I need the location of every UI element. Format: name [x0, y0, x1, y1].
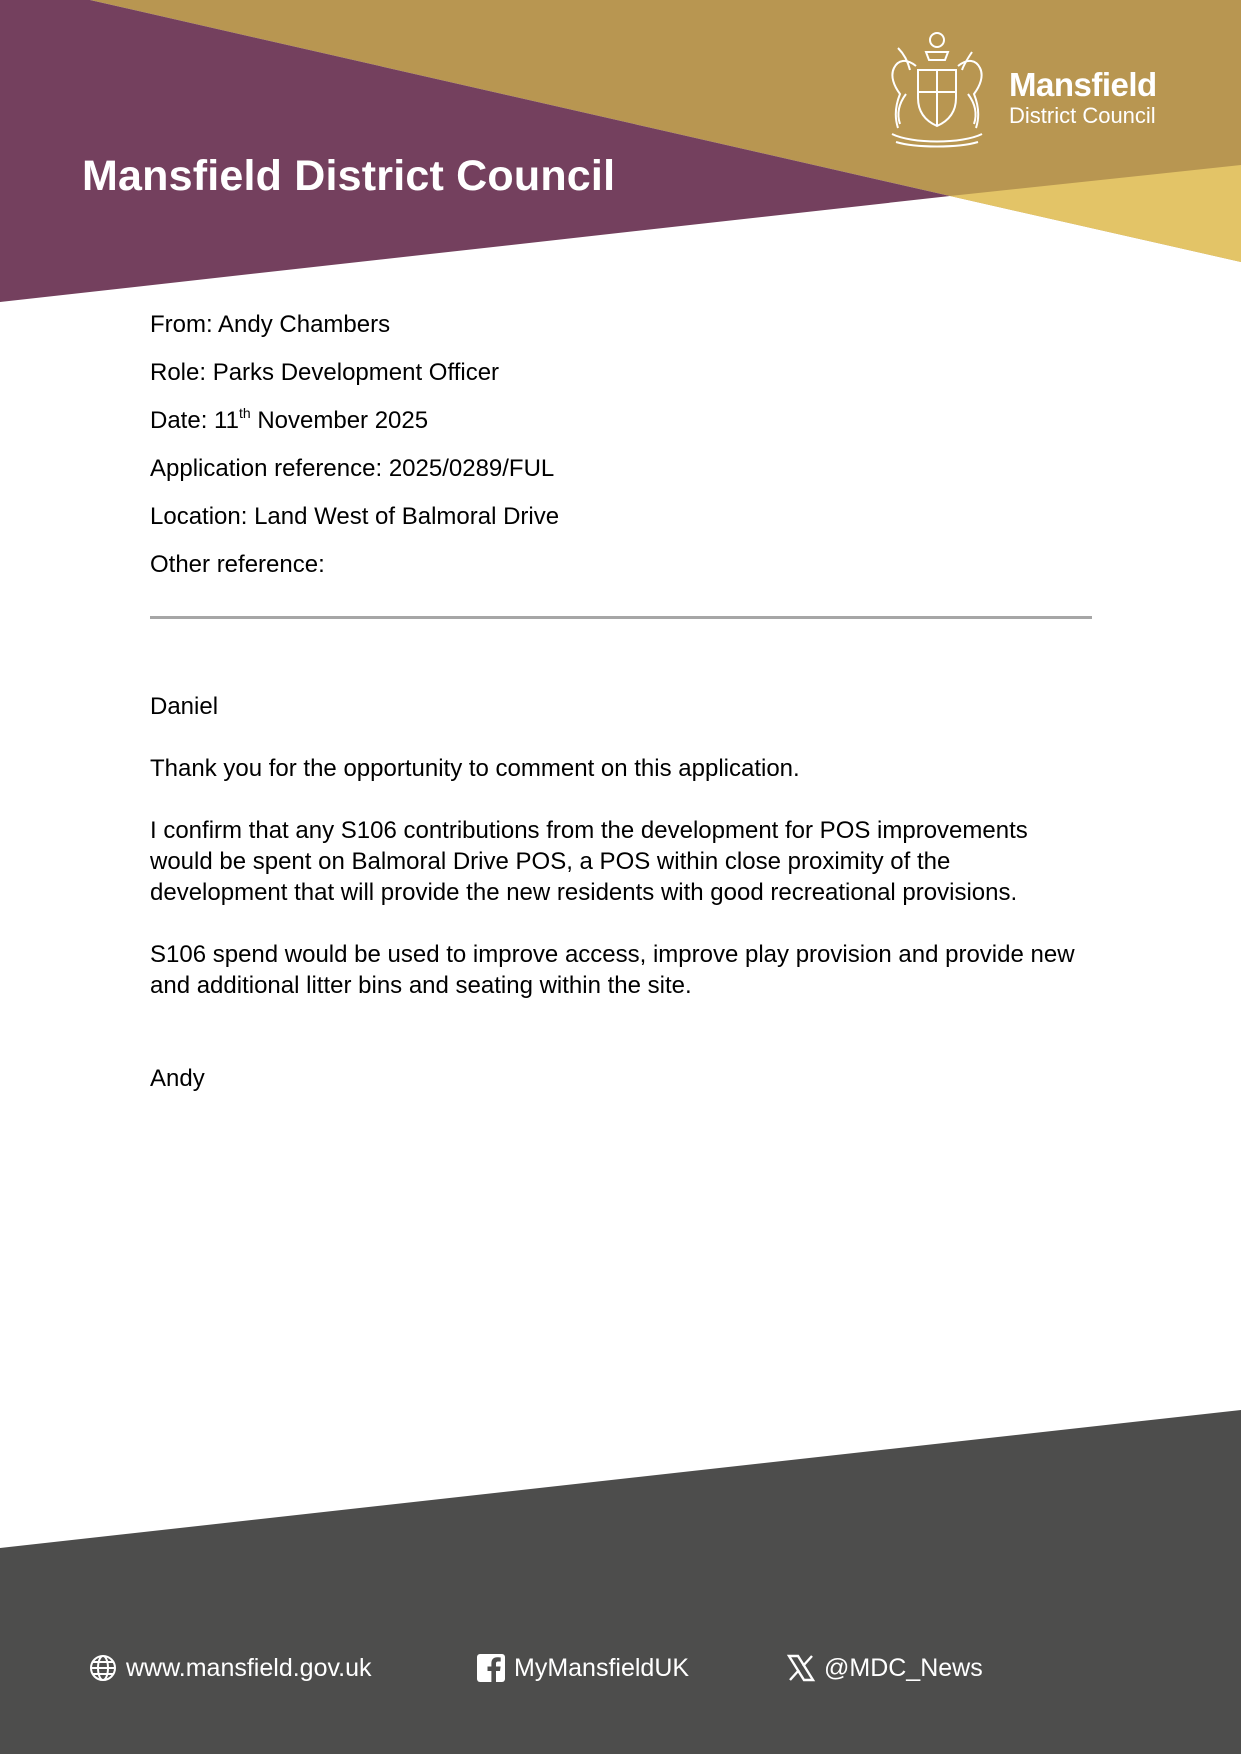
page-title: Mansfield District Council — [82, 152, 616, 200]
footer-contacts — [0, 1648, 1241, 1688]
date-suffix: th — [238, 405, 251, 421]
app-ref-value: 2025/0289/FUL — [388, 455, 555, 482]
app-ref-label: Application reference: — [150, 455, 383, 482]
date-day: 11 — [214, 407, 239, 434]
role-label: Role: — [150, 359, 207, 386]
location-value: Land West of Balmoral Drive — [254, 503, 560, 530]
memo-other-reference — [150, 550, 1100, 598]
logo-wordmark: Mansfield — [1009, 66, 1157, 103]
council-logo — [880, 30, 1170, 150]
x-logo-icon — [786, 1653, 816, 1683]
x-handle-text: @MDC_News — [824, 1653, 983, 1682]
footer-website-link[interactable] — [88, 1648, 371, 1688]
website-text: www.mansfield.gov.uk — [126, 1653, 372, 1682]
other-ref-label: Other reference: — [150, 551, 325, 578]
letter-paragraph: I confirm that any S106 contributions from the development for POS improvements would be spent on Balmoral Drive POS, a POS within close proximity of the development that will provide the new residents with good recreational provisions. — [150, 817, 1028, 906]
logo-subtitle: District Council — [1009, 103, 1156, 128]
footer-facebook-link[interactable] — [476, 1648, 689, 1688]
from-label: From: — [150, 311, 213, 338]
date-label: Date: — [150, 407, 208, 434]
from-value: Andy Chambers — [218, 311, 391, 338]
facebook-text: MyMansfieldUK — [514, 1653, 690, 1682]
letter-paragraph: S106 spend would be used to improve access, improve play provision and provide new and additional litter bins and seating within the site. — [150, 941, 1075, 999]
memo-from — [150, 310, 1100, 358]
footer-background — [0, 1410, 1241, 1754]
coat-of-arms-icon — [880, 30, 994, 148]
memo-location — [150, 502, 1100, 550]
salutation: Daniel — [150, 693, 219, 720]
footer-band — [0, 1410, 1241, 1754]
globe-icon — [88, 1653, 118, 1683]
location-label: Location: — [150, 503, 248, 530]
facebook-icon — [476, 1653, 506, 1683]
date-rest: November 2025 — [257, 407, 429, 434]
signoff: Andy — [150, 1065, 205, 1092]
memo-details — [150, 310, 1100, 598]
letter-paragraph: Thank you for the opportunity to comment on this application. — [150, 755, 800, 782]
memo-date — [150, 406, 1100, 454]
footer-x-link[interactable] — [786, 1648, 983, 1688]
divider — [150, 616, 1092, 619]
role-value: Parks Development Officer — [212, 359, 500, 386]
memo-application-reference — [150, 454, 1100, 502]
letter-body — [150, 691, 1090, 1125]
memo-role — [150, 358, 1100, 406]
